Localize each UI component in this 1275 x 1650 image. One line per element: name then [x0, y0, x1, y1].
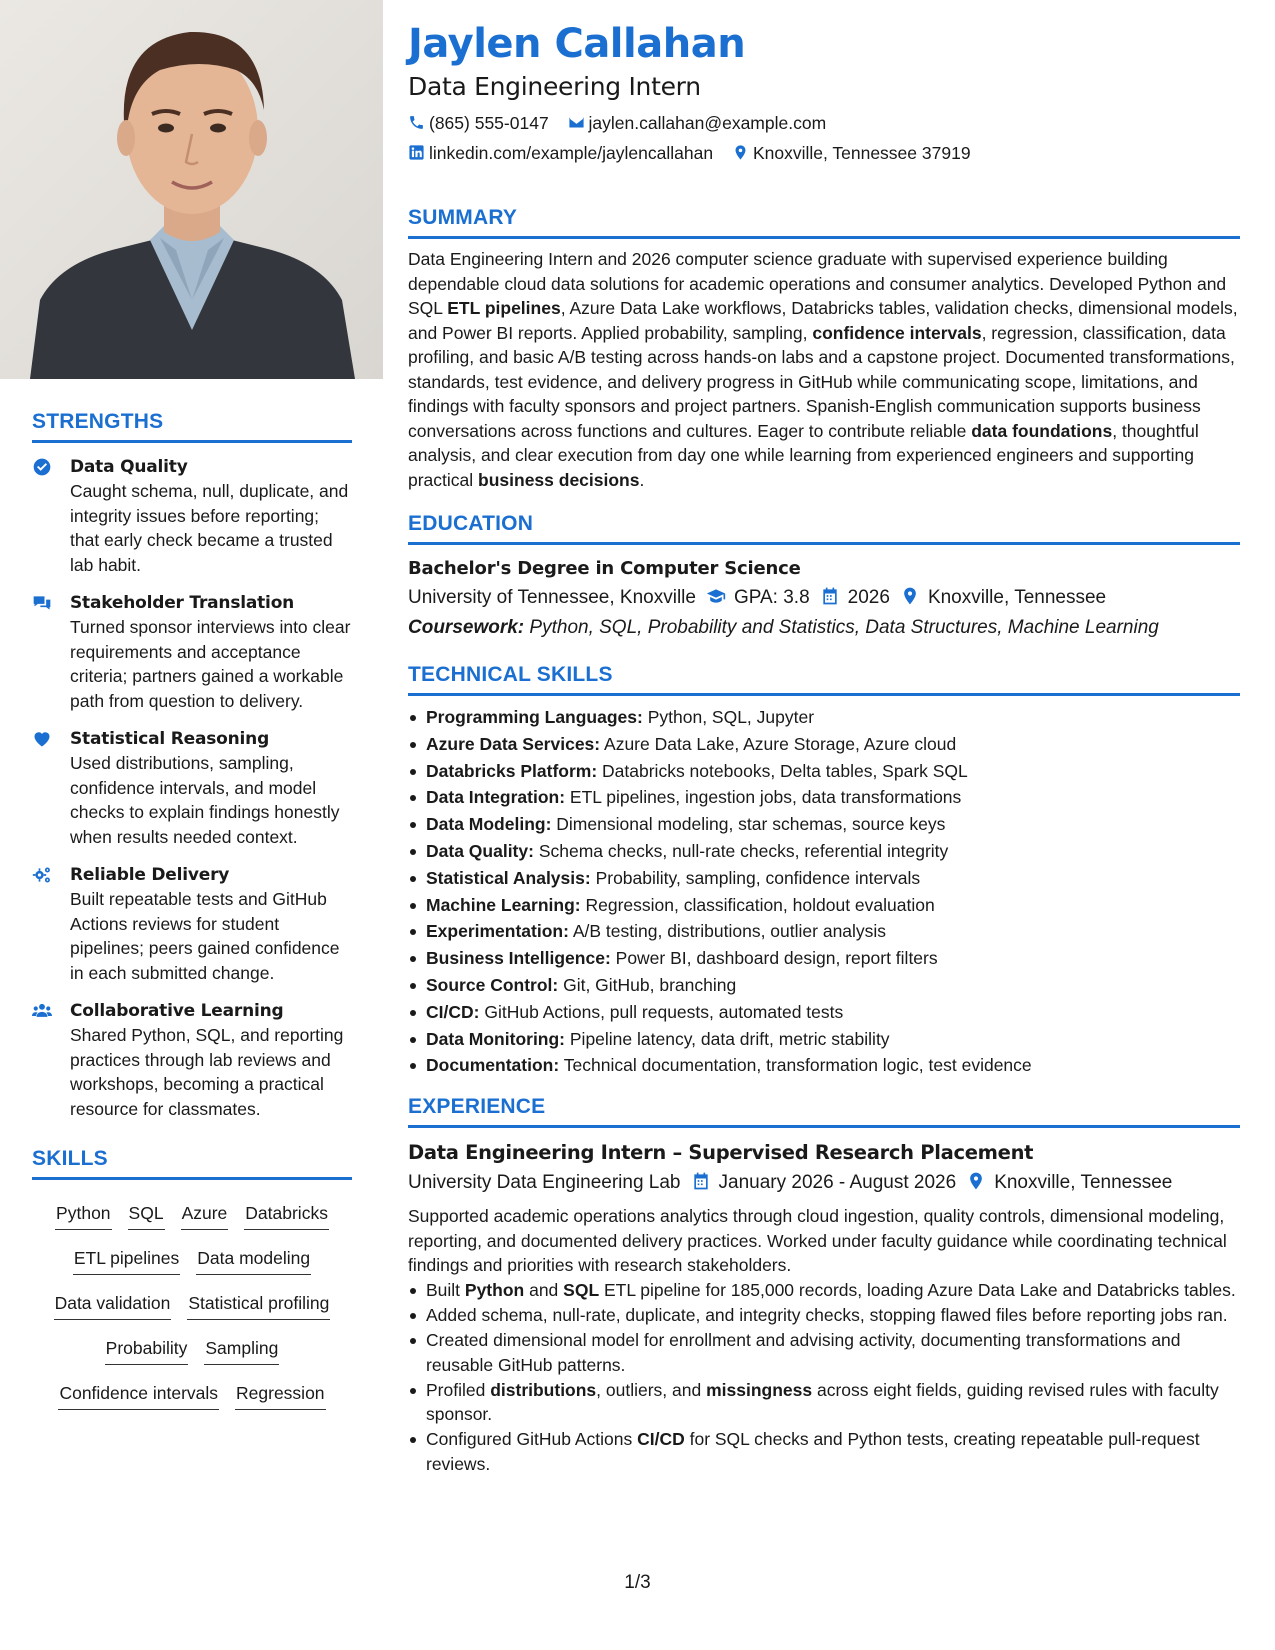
skill-category: Databricks Platform: [426, 760, 598, 781]
skill-chip: Azure [181, 1201, 229, 1230]
page-number: 1/3 [624, 1572, 651, 1593]
degree-title: Bachelor's Degree in Computer Science [408, 558, 801, 579]
comments-icon [32, 591, 70, 713]
strength-description: Shared Python, SQL, and reporting practices through lab reviews and workshops, becoming a practical resource for classmates. [70, 1025, 344, 1119]
skill-category: Data Quality: [426, 840, 534, 861]
technical-skill-item: Databricks Platform: Databricks notebooks, Delta tables, Spark SQL [408, 758, 1240, 785]
skill-category: Statistical Analysis: [426, 867, 591, 888]
email-text: jaylen.callahan@example.com [588, 113, 827, 133]
contact-location [732, 138, 971, 168]
coursework-list: Python, SQL, Probability and Statistics, Data Structures, Machine Learning [529, 617, 1159, 638]
gpa-text: GPA: 3.8 [733, 587, 810, 608]
skills-heading: SKILLS [32, 1147, 352, 1180]
candidate-role: Data Engineering Intern [408, 72, 701, 101]
job-dates: January 2026 - August 2026 [718, 1172, 957, 1194]
experience-bullet: Created dimensional model for enrollment and advising activity, documenting transformations and reusable GitHub patterns. [408, 1328, 1240, 1377]
left-content [32, 410, 352, 1417]
school-name: University of Tennessee, Knoxville [408, 587, 696, 608]
technical-skill-item: Source Control: Git, GitHub, branching [408, 972, 1240, 999]
skill-chip: Data validation [54, 1291, 172, 1320]
bold-text: SQL [563, 1280, 600, 1301]
skill-chip: ETL pipelines [73, 1246, 180, 1275]
coursework [408, 613, 1240, 643]
skill-category: Data Monitoring: [426, 1028, 566, 1049]
experience-bullet: Added schema, null-rate, duplicate, and integrity checks, stopping flawed files before reporting jobs ran. [408, 1303, 1240, 1328]
skill-chip: SQL [128, 1201, 165, 1230]
bold-text: missingness [706, 1379, 813, 1400]
job-description: Supported academic operations analytics through cloud ingestion, quality controls, dimensional modeling, reporting, and documented delivery practices. Worked under faculty guidance while coordinating technical findings and priorities with research stakeholders. [408, 1206, 1227, 1276]
strength-description: Turned sponsor interviews into clear requirements and acceptance criteria; partners gained a workable path from question to delivery. [70, 617, 351, 711]
map-marker-icon [732, 144, 749, 161]
contact-info [408, 108, 1240, 168]
experience-heading: EXPERIENCE [408, 1095, 1240, 1128]
contact-email[interactable] [568, 108, 827, 138]
technical-skills-section [408, 663, 1240, 1079]
skill-category: Azure Data Services: [426, 733, 601, 754]
bold-text: business decisions [478, 469, 640, 490]
envelope-icon [568, 114, 585, 131]
map-marker-icon [966, 1171, 986, 1191]
skill-category: Data Integration: [426, 787, 566, 808]
strength-body [70, 727, 352, 849]
strength-description: Built repeatable tests and GitHub Actions reviews for student pipelines; peers gained confidence in each submitted change. [70, 889, 340, 983]
strength-item [32, 863, 352, 985]
strength-description: Caught schema, null, duplicate, and integrity issues before reporting; that early check became a trusted lab habit. [70, 481, 349, 575]
skill-chip: Data modeling [196, 1246, 311, 1275]
bold-text: Python [464, 1280, 525, 1301]
candidate-name: Jaylen Callahan [408, 21, 746, 67]
coursework-label: Coursework: [408, 617, 525, 638]
skills-row [32, 1327, 352, 1372]
strength-item [32, 455, 352, 577]
technical-skill-item: Documentation: Technical documentation, transformation logic, test evidence [408, 1052, 1240, 1079]
skill-category: Data Modeling: [426, 814, 552, 835]
skills-row [32, 1372, 352, 1417]
graduation-cap-icon [706, 586, 726, 606]
strength-description: Used distributions, sampling, confidence intervals, and model checks to explain findings honestly when results needed context. [70, 753, 340, 847]
technical-skill-item: Programming Languages: Python, SQL, Jupyter [408, 704, 1240, 731]
strengths-heading: STRENGTHS [32, 410, 352, 443]
graduation-year: 2026 [847, 587, 890, 608]
experience-bullet: Built Python and SQL ETL pipeline for 185,000 records, loading Azure Data Lake and Databricks tables. [408, 1278, 1240, 1303]
strength-body [70, 863, 352, 985]
strength-title: Stakeholder Translation [70, 593, 295, 613]
strength-body [70, 591, 352, 713]
education-section [408, 512, 1240, 643]
skill-chip: Databricks [244, 1201, 329, 1230]
skill-chip: Sampling [204, 1336, 279, 1365]
skill-category: Machine Learning: [426, 894, 581, 915]
job-title: Data Engineering Intern – Supervised Research Placement [408, 1141, 1034, 1165]
check-circle-icon [32, 455, 70, 577]
technical-skill-item: Business Intelligence: Power BI, dashboard design, report filters [408, 945, 1240, 972]
school-location: Knoxville, Tennessee [927, 587, 1107, 608]
strengths-list [32, 455, 352, 1121]
strength-item [32, 727, 352, 849]
technical-skills-heading: TECHNICAL SKILLS [408, 663, 1240, 696]
organization: University Data Engineering Lab [408, 1172, 681, 1194]
technical-skill-item: Data Integration: ETL pipelines, ingestion jobs, data transformations [408, 784, 1240, 811]
education-heading: EDUCATION [408, 512, 1240, 545]
technical-skill-item: CI/CD: GitHub Actions, pull requests, automated tests [408, 999, 1240, 1026]
strength-title: Statistical Reasoning [70, 729, 270, 749]
heart-icon [32, 727, 70, 849]
location-text: Knoxville, Tennessee 37919 [752, 143, 971, 163]
bold-text: distributions [490, 1379, 597, 1400]
skill-chip: Probability [105, 1336, 189, 1365]
summary-heading: SUMMARY [408, 206, 1240, 239]
contact-linkedin[interactable] [408, 138, 713, 168]
phone-icon [408, 114, 425, 131]
summary-text: Data Engineering Intern and 2026 computer science graduate with supervised experience building dependable cloud data solutions for academic operations and consumer analytics. Developed Python and SQL ETL pipelines, Azure Data Lake workflows, Databricks tables, validation checks, dimensional models, and Power BI reports. Applied probability, sampling, confidence intervals, regression, classification, data profiling, and basic A/B testing across hands-on labs and a capstone project. Documented transformations, standards, test evidence, and delivery progress in GitHub while communicating scope, limitations, and findings with faculty sponsors and project partners. Spanish-English communication supports business conversations across functions and cultures. Eager to contribute reliable data foundations, thoughtful analysis, and clear execution from day one while learning from experienced engineers and supporting practical business decisions. [408, 249, 1238, 490]
strength-item [32, 999, 352, 1121]
linkedin-icon [408, 144, 425, 161]
experience-bullet: Configured GitHub Actions CI/CD for SQL checks and Python tests, creating repeatable pull-request reviews. [408, 1427, 1240, 1476]
profile-photo [0, 0, 383, 379]
technical-skill-item: Experimentation: A/B testing, distributions, outlier analysis [408, 918, 1240, 945]
skill-category: Experimentation: [426, 921, 569, 942]
users-icon [32, 999, 70, 1121]
strength-title: Reliable Delivery [70, 865, 230, 885]
skill-category: Documentation: [426, 1055, 560, 1076]
gears-icon [32, 863, 70, 985]
contact-phone [408, 108, 549, 138]
linkedin-text: linkedin.com/example/jaylencallahan [429, 143, 714, 163]
summary-section [408, 206, 1240, 492]
experience-bullet: Profiled distributions, outliers, and missingness across eight fields, guiding revised rules with faculty sponsor. [408, 1378, 1240, 1427]
experience-section [408, 1095, 1240, 1476]
bold-text: confidence intervals [812, 322, 982, 343]
skills-row [32, 1192, 352, 1237]
left-column [0, 0, 383, 1650]
skills-list [32, 1192, 352, 1417]
skill-category: Business Intelligence: [426, 948, 611, 969]
technical-skill-item: Data Modeling: Dimensional modeling, star schemas, source keys [408, 811, 1240, 838]
technical-skill-item: Azure Data Services: Azure Data Lake, Azure Storage, Azure cloud [408, 731, 1240, 758]
technical-skill-item: Data Quality: Schema checks, null-rate checks, referential integrity [408, 838, 1240, 865]
technical-skill-item: Machine Learning: Regression, classification, holdout evaluation [408, 892, 1240, 919]
skill-chip: Confidence intervals [58, 1381, 219, 1410]
map-marker-icon [900, 586, 920, 606]
skill-category: CI/CD: [426, 1001, 480, 1022]
strength-body [70, 999, 352, 1121]
calendar-icon [820, 586, 840, 606]
skill-chip: Statistical profiling [187, 1291, 330, 1320]
bold-text: CI/CD [637, 1429, 685, 1450]
right-column [408, 18, 1240, 1476]
skills-row [32, 1237, 352, 1282]
strength-title: Collaborative Learning [70, 1001, 284, 1021]
bold-text: data foundations [971, 420, 1113, 441]
job-location: Knoxville, Tennessee [994, 1172, 1173, 1194]
experience-bullets [408, 1278, 1240, 1476]
skill-category: Programming Languages: [426, 707, 643, 727]
skill-category: Source Control: [426, 974, 559, 995]
strength-body [70, 455, 352, 577]
technical-skills-list [408, 704, 1240, 1079]
strength-item [32, 591, 352, 713]
education-details [408, 583, 1240, 613]
job-details [408, 1168, 1240, 1198]
skill-chip: Python [55, 1201, 111, 1230]
technical-skill-item: Data Monitoring: Pipeline latency, data drift, metric stability [408, 1026, 1240, 1053]
strength-title: Data Quality [70, 457, 188, 477]
skills-row [32, 1282, 352, 1327]
skill-chip: Regression [235, 1381, 326, 1410]
calendar-icon [691, 1171, 711, 1191]
phone-text: (865) 555-0147 [429, 113, 549, 133]
technical-skill-item: Statistical Analysis: Probability, sampling, confidence intervals [408, 865, 1240, 892]
bold-text: ETL pipelines [447, 298, 561, 318]
